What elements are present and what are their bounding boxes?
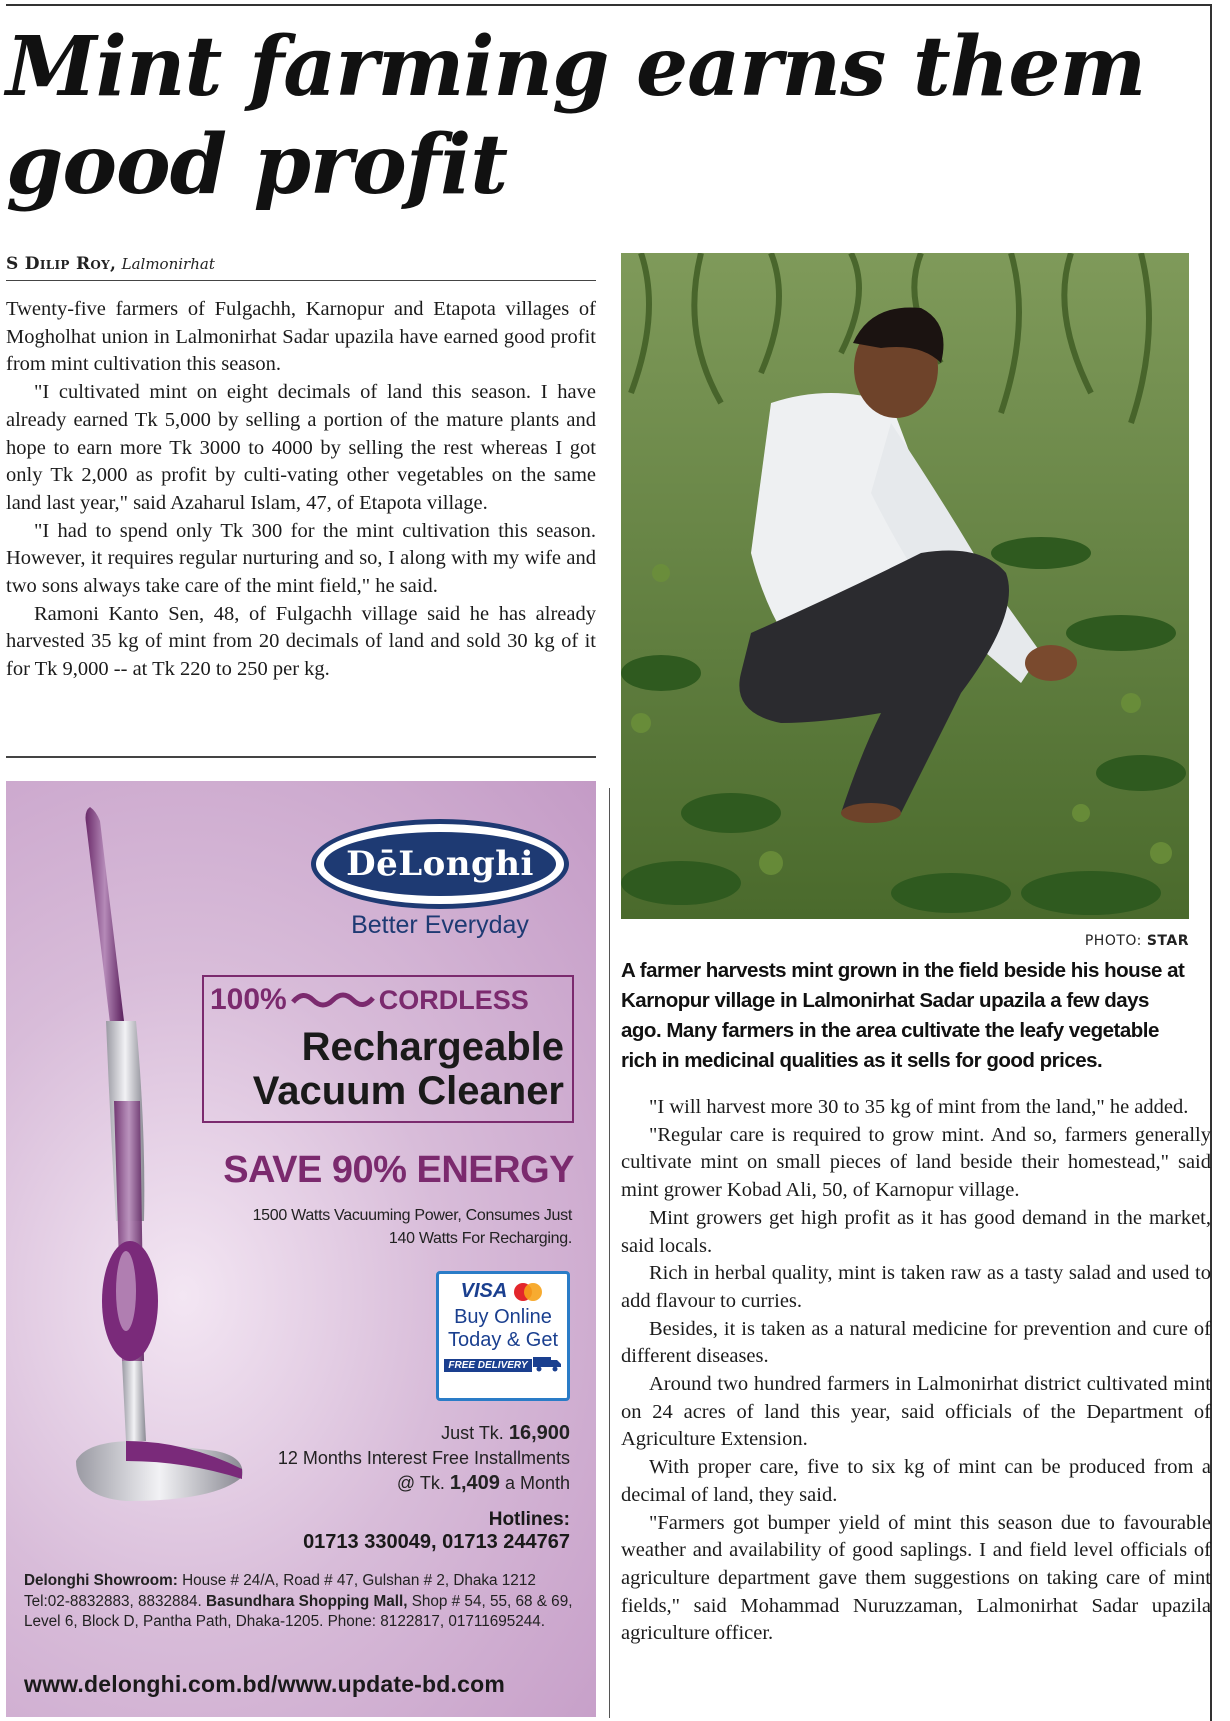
paragraph: Around two hundred farmers in Lalmonirhat district cultivated mint on 24 acres of land this year, said officials of the Department of Agriculture Extension.: [621, 1373, 1211, 1451]
percent-label: 100%: [210, 983, 287, 1016]
product-name: [253, 1025, 564, 1113]
monthly-line: [202, 1471, 570, 1496]
delonghi-logo: [311, 819, 569, 909]
delivery-truck-icon: [532, 1354, 562, 1377]
free-delivery-row: [439, 1354, 567, 1377]
website-link[interactable]: www.delonghi.com.bd/www.update-bd.com: [24, 1671, 506, 1697]
free-delivery-label: FREE DELIVERY: [444, 1359, 531, 1372]
column-divider: [609, 788, 610, 1718]
byline-author: S Dilip Roy,: [6, 254, 117, 274]
mall-text: Shop # 54, 55, 68 & 69, Level 6, Block D, Pantha Path, Dhaka-1205. Phone: 8122817, 01711695244.: [24, 1592, 573, 1630]
delonghi-advertisement: [6, 781, 596, 1717]
showroom-label: Delonghi Showroom:: [24, 1572, 178, 1589]
cordless-line: [210, 983, 529, 1018]
farmer-illustration: [621, 253, 1189, 919]
price-line: [202, 1421, 570, 1446]
price-block: [202, 1421, 570, 1496]
headline: Mint farming earns them good profit: [6, 19, 1146, 213]
paragraph: "I had to spend only Tk 300 for the mint cultivation this season. However, it requires regular nurturing and so, I along with my wife and two sons always take care of the mint field," he said.: [6, 519, 596, 598]
wave-icon: [291, 984, 375, 1018]
card-logos: [439, 1280, 567, 1306]
paragraph: Rich in herbal quality, mint is taken raw as a tasty salad and used to add flavour to curries.: [621, 1262, 1211, 1312]
visa-logo: VISA: [460, 1280, 508, 1302]
buy-online-line: Buy Online: [454, 1306, 552, 1328]
farmer-photo: [621, 253, 1189, 919]
buy-online-line: Today & Get: [447, 1329, 559, 1351]
save-energy-headline: SAVE 90% ENERGY: [223, 1149, 574, 1191]
showroom-address: [24, 1571, 580, 1633]
top-rule: [6, 4, 1210, 6]
monthly-value: 1,409: [449, 1472, 500, 1494]
paragraph: With proper care, five to six kg of mint can be produced from a decimal of land, they said.: [621, 1456, 1211, 1506]
hotlines-label: Hotlines:: [488, 1509, 570, 1530]
paragraph: Mint growers get high profit as it has good demand in the market, said locals.: [621, 1206, 1211, 1257]
brand-name: DēLonghi: [324, 832, 556, 896]
photo-credit-label: PHOTO:: [1084, 933, 1142, 949]
paragraph: "I cultivated mint on eight decimals of land this season. I have already earned Tk 5,000 by selling a portion of the mature plants and hope to earn more Tk 3000 to 4000 by selling the rest whereas I got only Tk 2,000 as profit by culti-vating other vegetables on the same land last year," said Azaharul Islam, 47, of Etapota village.: [6, 381, 596, 514]
cordless-label: CORDLESS: [378, 985, 529, 1015]
mall-label: Basundhara Shopping Mall,: [206, 1592, 408, 1610]
power-spec-line: 1500 Watts Vacuuming Power, Consumes Just: [252, 1207, 572, 1224]
article-column-right: [621, 1094, 1211, 1648]
price-prefix: Just Tk.: [441, 1423, 504, 1443]
paragraph: "I will harvest more 30 to 35 kg of mint from the land," he added.: [649, 1096, 1189, 1118]
mastercard-icon: [511, 1282, 545, 1302]
paragraph: Twenty-five farmers of Fulgachh, Karnopur and Etapota villages of Mogholhat union in Lalmonirhat Sadar upazila have earned good profit from mint cultivation this season.: [6, 298, 596, 376]
paragraph: Besides, it is taken as a natural medicine for prevention and cure of different diseases.: [621, 1317, 1211, 1368]
byline-rule: [6, 280, 596, 281]
buy-online-box: [436, 1271, 570, 1401]
hotline-numbers: 01713 330049, 01713 244767: [303, 1531, 570, 1553]
product-headline-box: [202, 975, 574, 1123]
paragraph: Ramoni Kanto Sen, 48, of Fulgachh village said he has already harvested 35 kg of mint from 20 decimals of land and sold 30 kg of it for Tk 9,000 -- at Tk 220 to 250 per kg.: [6, 602, 596, 681]
article-column-left: [6, 296, 596, 684]
installments-line: 12 Months Interest Free Installments: [277, 1448, 570, 1468]
brand-tagline: Better Everyday: [351, 911, 529, 939]
byline: [6, 254, 215, 274]
power-spec-line: 140 Watts For Recharging.: [388, 1230, 572, 1247]
byline-place: Lalmonirhat: [121, 255, 215, 273]
power-specs: [202, 1204, 572, 1250]
product-name-line: Rechargeable: [301, 1025, 564, 1069]
photo-caption: A farmer harvests mint grown in the field beside his house at Karnopur village in Lalmonirhat Sadar upazila a few days ago. Many farmers in the area cultivate the leafy vegetable rich in medicinal qualities as it sells for good prices.: [621, 959, 1185, 1072]
showroom-text: House # 24/A, Road # 47, Gulshan # 2, Dhaka 1212 Tel:02-8832883, 8832884.: [24, 1572, 536, 1610]
price-value: 16,900: [508, 1422, 570, 1444]
section-rule: [6, 756, 596, 758]
photo-credit-source: STAR: [1146, 933, 1189, 949]
paragraph: "Farmers got bumper yield of mint this season due to favourable weather and availability of good saplings. I and field level officials of agriculture department gave them suggestions on taking care of mint fields," said Mohammad Nuruzzaman, Lalmonirhat Sadar upazila agriculture officer.: [621, 1511, 1211, 1645]
photo-credit: [621, 933, 1189, 949]
monthly-prefix: @ Tk.: [396, 1473, 445, 1493]
paragraph: "Regular care is required to grow mint. And so, farmers generally cultivate mint on small pieces of land beside their homestead," said mint grower Kobad Ali, 50, of Karnopur village.: [621, 1123, 1211, 1202]
monthly-suffix: a Month: [504, 1473, 570, 1493]
product-name-line: Vacuum Cleaner: [252, 1069, 564, 1113]
